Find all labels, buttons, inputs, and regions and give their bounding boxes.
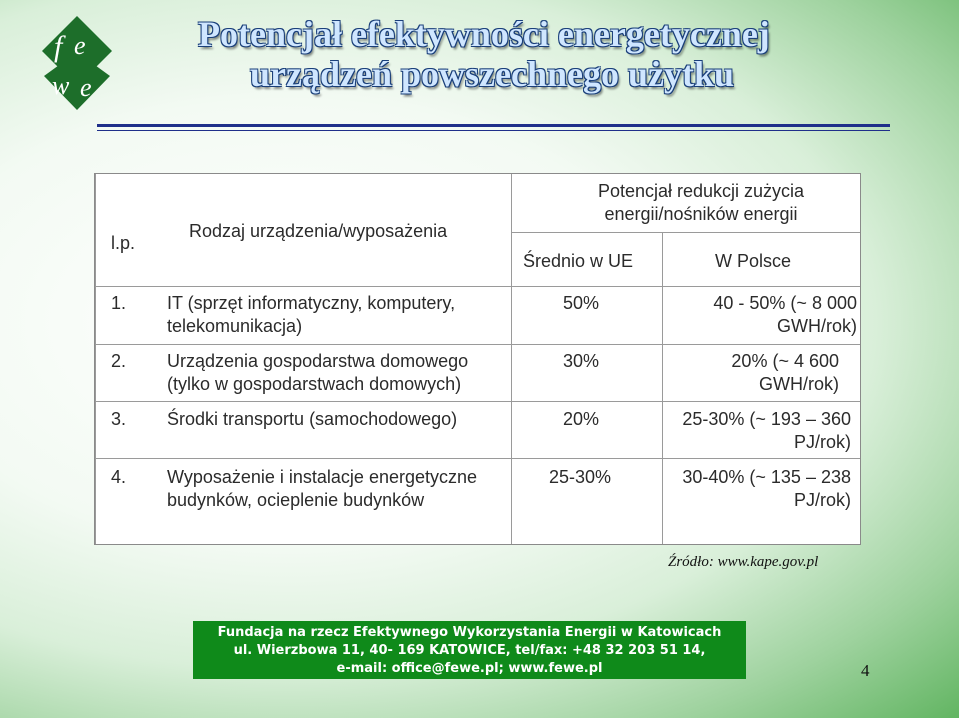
row-1-type: IT (sprzęt informatyczny, komputery, telekomunikacja)	[167, 293, 456, 336]
row-3-eu: 20%	[563, 409, 600, 429]
table-row-line-2	[95, 401, 860, 402]
table-row-line-1	[95, 344, 860, 345]
fewe-logo-icon	[40, 14, 114, 112]
row-3-lp: 3.	[111, 409, 127, 429]
header-pl: W Polsce	[715, 251, 792, 271]
svg-text:e: e	[80, 73, 92, 102]
svg-text:f: f	[54, 30, 63, 63]
svg-text:e: e	[74, 31, 86, 60]
table-border-left	[95, 174, 96, 544]
page-number: 4	[861, 661, 870, 680]
table-header-line	[95, 286, 860, 287]
row-1-pl: 40 - 50% (~ 8 000 GWH/rok)	[713, 293, 857, 336]
title-underline-thin	[97, 130, 890, 131]
header-lp: l.p.	[111, 233, 136, 253]
header-potential: Potencjał redukcji zużycia energii/nośników energii	[597, 181, 805, 224]
row-4-eu: 25-30%	[549, 467, 612, 487]
header-type: Rodzaj urządzenia/wyposażenia	[189, 221, 448, 241]
row-4-lp: 4.	[111, 467, 127, 487]
row-1-lp: 1.	[111, 293, 127, 313]
row-3-pl: 25-30% (~ 193 – 360 PJ/rok)	[682, 409, 851, 452]
row-2-eu: 30%	[563, 351, 600, 371]
title-underline	[97, 124, 890, 127]
table-divider-eu-pl	[662, 232, 663, 544]
table-subheader-line	[511, 232, 860, 233]
footer-line-2: ul. Wierzbowa 11, 40- 169 KATOWICE, tel/fax: +48 32 203 51 14,	[233, 643, 706, 658]
row-1-eu: 50%	[563, 293, 600, 313]
source-note: Źródło: www.kape.gov.pl	[668, 554, 819, 570]
footer-banner	[193, 621, 746, 679]
svg-text:w: w	[52, 71, 70, 100]
row-4-type: Wyposażenie i instalacje energetyczne budynków, ocieplenie budynków	[167, 467, 478, 510]
table-divider-type	[511, 174, 512, 544]
row-3-type: Środki transportu (samochodowego)	[167, 409, 458, 429]
title-line-2: urządzeń powszechnego użytku	[250, 54, 734, 94]
table-row-line-3	[95, 458, 860, 459]
row-2-lp: 2.	[111, 351, 127, 371]
header-eu: Średnio w UE	[523, 251, 634, 271]
row-2-type: Urządzenia gospodarstwa domowego (tylko w gospodarstwach domowych)	[167, 351, 469, 394]
row-4-pl: 30-40% (~ 135 – 238 PJ/rok)	[682, 467, 851, 510]
footer-line-3: e-mail: office@fewe.pl; www.fewe.pl	[336, 661, 603, 676]
footer-line-1: Fundacja na rzecz Efektywnego Wykorzystania Energii w Katowicach	[217, 625, 722, 640]
row-2-pl: 20% (~ 4 600 GWH/rok)	[731, 351, 839, 394]
efficiency-table	[94, 173, 861, 545]
page-title	[198, 14, 918, 94]
title-line-1: Potencjał efektywności energetycznej	[198, 14, 770, 54]
